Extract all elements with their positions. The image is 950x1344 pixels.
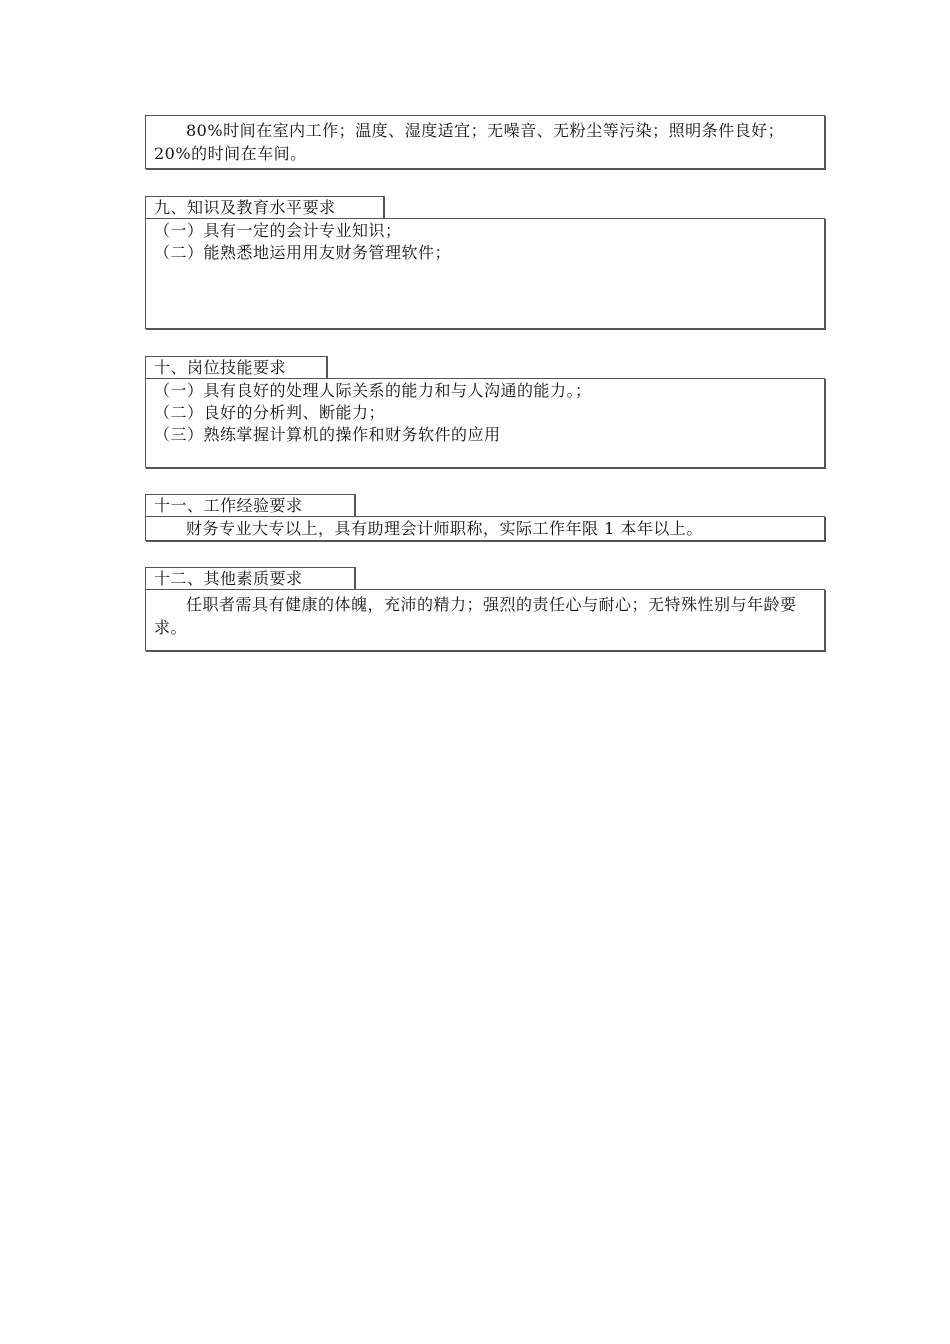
section-9-box [145,218,825,329]
section-10-item-3: （三）熟练掌握计算机的操作和财务软件的应用 [154,425,501,444]
section-12-text: 任职者需具有健康的体魄，充沛的精力；强烈的责任心与耐心；无特殊性别与年龄要求。 [154,595,797,637]
section-11-text: 财务专业大专以上，具有助理会计师职称，实际工作年限 1 本年以上。 [186,519,703,538]
section-12-title: 十二、其他素质要求 [145,567,355,589]
section-9-item-2: （二）能熟悉地运用用友财务管理软件； [154,243,452,262]
section-10-item-1: （一）具有良好的处理人际关系的能力和与人沟通的能力。； [154,381,592,400]
section-9-item-1: （一）具有一定的会计专业知识； [154,221,402,240]
work-environment-box [145,115,825,169]
section-10-title: 十、岗位技能要求 [145,356,327,378]
section-12-box [145,589,825,651]
section-10-box [145,378,825,468]
work-environment-text: 80%时间在室内工作；温度、湿度适宜；无噪音、无粉尘等污染；照明条件良好；20%的时间在车间。 [154,121,785,163]
section-11-box [145,516,825,541]
section-10-item-2: （二）良好的分析判、断能力； [154,403,386,422]
section-9-title: 九、知识及教育水平要求 [145,196,384,218]
section-11-title: 十一、工作经验要求 [145,494,355,516]
